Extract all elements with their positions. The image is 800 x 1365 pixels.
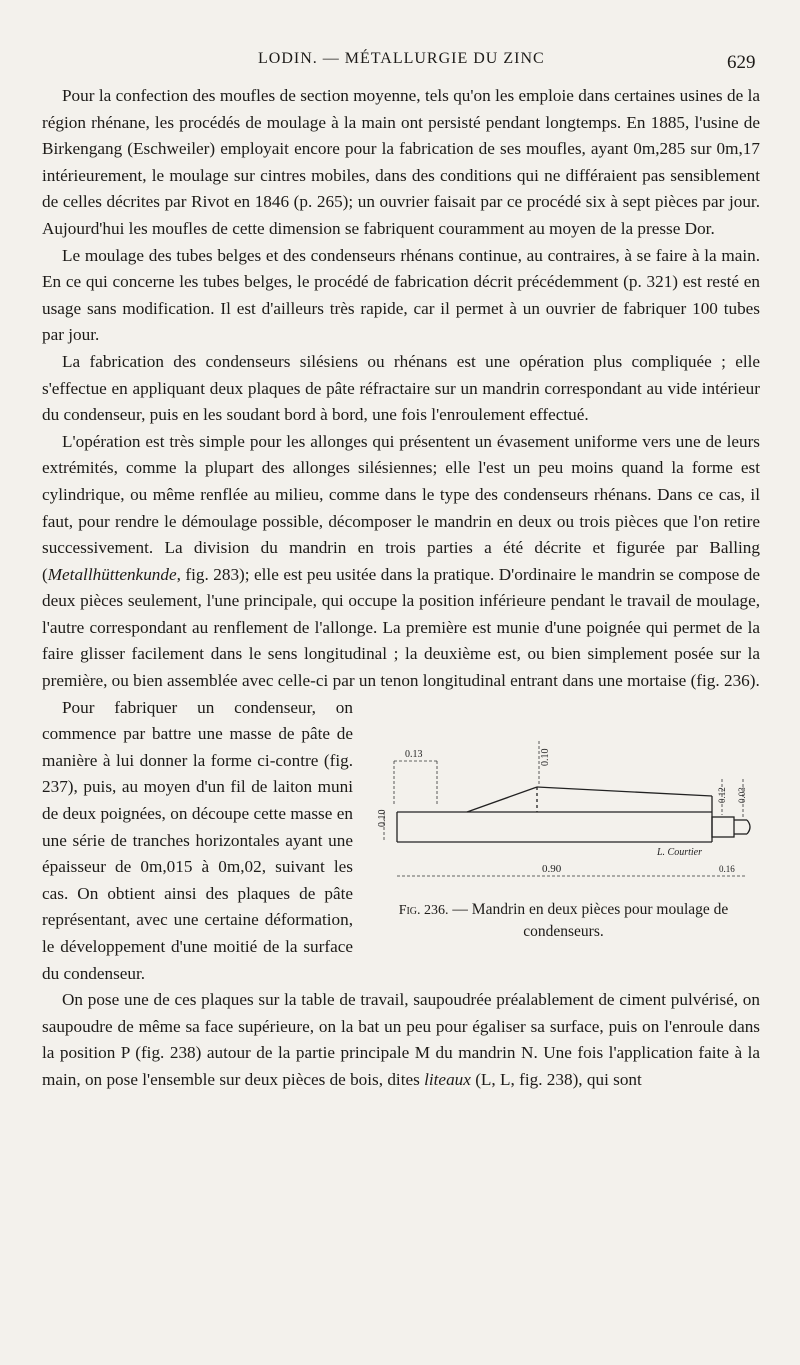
paragraph-4-part-b: , fig. 283); elle est peu usitée dans la pratique. D'ordinaire le mandrin se compose de deux pièces seulement, l'une principale, qui occupe la position inférieure pendant le travail de moulage, l'autre correspondant au renflement de l'allonge. La première est munie d'une poignée qui permet de la faire glisser facilement dans le sens longitudinal ; la deuxième est, ou bien simplement posée sur la première, ou bien assemblée avec celle-ci par un tenon longitudinal entrant dans une mortaise (fig. 236). bbox=[42, 564, 760, 691]
figure-caption bbox=[367, 899, 760, 942]
dim-right-outer-label: 0.03 bbox=[737, 786, 747, 803]
swelling-left-slope bbox=[467, 787, 537, 812]
figure-236 bbox=[367, 721, 760, 951]
dim-left-label: 0.10 bbox=[377, 809, 388, 827]
paragraph-6-part-b: (L, L, fig. 238), qui sont bbox=[470, 1069, 642, 1089]
page-number: 629 bbox=[727, 52, 756, 73]
caption-text: — Mandrin en deux pièces pour moulage de condenseurs. bbox=[448, 900, 729, 940]
term-liteaux: liteaux bbox=[424, 1069, 471, 1089]
paragraph-4-part-a: L'opération est très simple pour les allonges qui présentent un évasement uniforme vers une de leurs extrémités, comme la plupart des allonges silésiennes; elle l'est un peu moins quand la forme est cylindrique, ou même renflée au milieu, comme dans le type des condenseurs rhénans. Dans ce cas, il faut, pour rendre le démoulage possible, décomposer le mandrin en deux ou trois pièces que l'on retire successivement. La division du mandrin en trois parties a été décrite et figurée par Balling ( bbox=[42, 431, 760, 584]
caption-label: Fig. 236. bbox=[398, 902, 449, 918]
book-title: Metallhüttenkunde bbox=[47, 564, 177, 584]
dim-right-inner-label: 0.12 bbox=[717, 786, 727, 803]
page-header bbox=[0, 44, 800, 74]
paragraph-5: Pour fabriquer un condenseur, on commence par battre une masse de pâte de manière à lui donner la forme ci-contre (fig. 237), puis, au moyen d'un fil de laiton muni de deux poignées, on découpe cette masse en une série de tranches horizontales ayant une épaisseur de 0m,015 à 0m,02, suivant les cas. On obtient ainsi des plaques de pâte représentant, avec une certaine déformation, le développement d'une moitié de la surface du condenseur. bbox=[42, 697, 353, 983]
paragraph-3: La fabrication des condenseurs silésiens ou rhénans est une opération plus compliquée ; elle s'effectue en appliquant deux plaques de pâte réfractaire sur un mandrin correspondant au vide intérieur du condenseur, puis en les soudant bord à bord, une fois l'enroulement effectué. bbox=[42, 351, 760, 425]
dim-vertical-label: 0.10 bbox=[540, 748, 551, 766]
running-title: LODIN. — MÉTALLURGIE DU ZINC bbox=[258, 50, 545, 67]
paragraph-6-part-a: On pose une de ces plaques sur la table de travail, saupoudrée préalablement de ciment pulvérisé, on saupoudre de même sa face supérieure, on la bat un peu pour égaliser sa surface, puis on l'enroule dans la position P (fig. 238) autour de la partie principale M du mandrin N. Une fois l'application faite à la main, on pose l'ensemble sur deux pièces de bois, dites bbox=[42, 990, 760, 1089]
dim-top-label: 0.13 bbox=[405, 748, 423, 760]
paragraph-1: Pour la confection des moufles de section moyenne, tels qu'on les emploie dans certaines usines de la région rhénane, les procédés de moulage à la main ont persisté pendant longtemps. En 1885, l'usine de Birkengang (Eschweiler) employait encore pour la fabrication de ses moufles, ayant 0m,285 sur 0m,17 intérieurement, le moulage sur cintres mobiles, dans des conditions qui ne différaient pas sensiblement de celles décrites par Rivot en 1846 (p. 265); un ouvrier faisait par ce procédé six à sept pièces par jour. Aujourd'hui les moufles de cette dimension se fabriquent couramment au moyen de la presse Dor. bbox=[42, 86, 760, 238]
body-text bbox=[42, 83, 760, 1094]
swelling-top-edge bbox=[537, 787, 712, 796]
engraver-signature: L. Courtier bbox=[657, 846, 703, 858]
paragraph-6 bbox=[42, 987, 760, 1093]
handle bbox=[712, 817, 734, 837]
dim-length-label: 0.90 bbox=[542, 862, 562, 875]
mandrel-drawing bbox=[367, 721, 760, 901]
paragraph-4 bbox=[42, 429, 760, 695]
paragraph-2: Le moulage des tubes belges et des condenseurs rhénans continue, au contraires, à se faire à la main. En ce qui concerne les tubes belges, le procédé de fabrication décrit précédemment (p. 321) est resté en usage sans modification. Il est d'ailleurs très rapide, car il permet à un ouvrier de fabriquer 100 tubes par jour. bbox=[42, 245, 760, 345]
dim-handle-label: 0.16 bbox=[719, 863, 735, 874]
